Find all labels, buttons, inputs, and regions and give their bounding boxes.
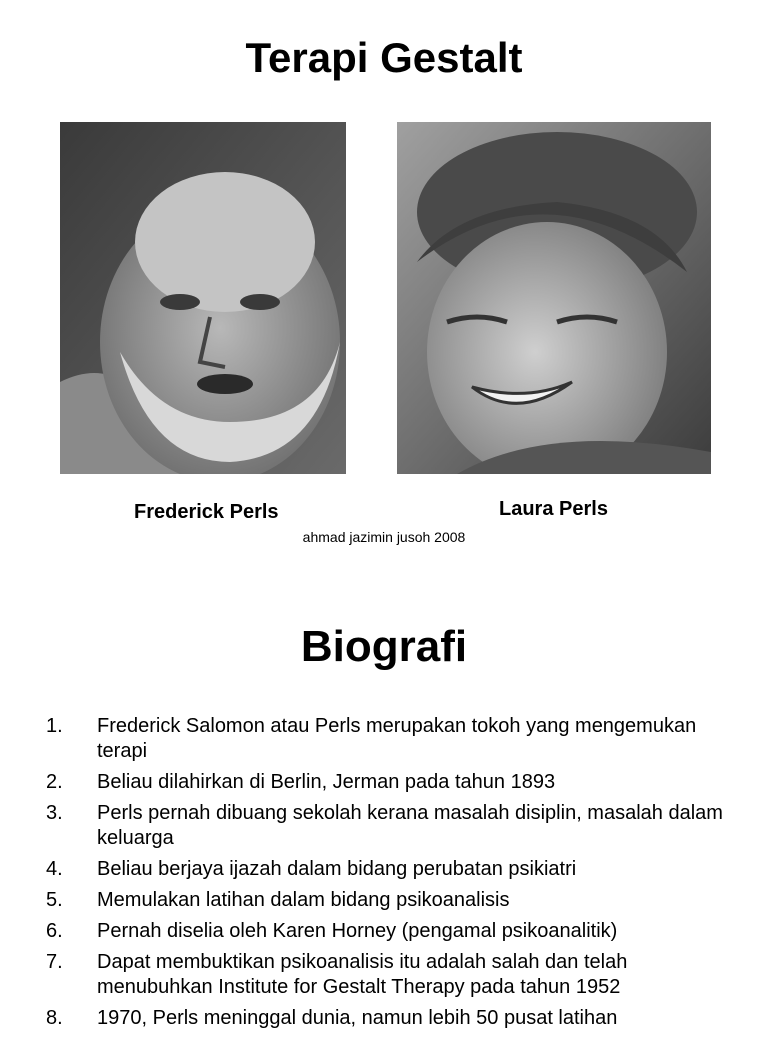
- list-number: 1.: [46, 715, 63, 737]
- list-text: Pernah diselia oleh Karen Horney (pengamal psikoanalitik): [97, 920, 618, 942]
- list-text: 1970, Perls meninggal dunia, namun lebih 50 pusat latihan: [97, 1007, 618, 1029]
- list-number: 4.: [46, 858, 63, 880]
- section-title: Biografi: [300, 622, 468, 671]
- list-item: [0, 714, 768, 764]
- frederick-perls-photo: [60, 122, 346, 474]
- list-number: 6.: [46, 920, 63, 942]
- list-number: 7.: [46, 951, 63, 973]
- list-item: [0, 1006, 768, 1031]
- list-number: 3.: [46, 802, 63, 824]
- page-title: Terapi Gestalt: [245, 34, 523, 81]
- list-text: Dapat membuktikan psikoanalisis itu adalah salah dan telah menubuhkan Institute for Gestalt Therapy pada tahun 1952: [97, 951, 628, 998]
- list-text: Frederick Salomon atau Perls merupakan tokoh yang mengemukan terapi: [97, 715, 697, 762]
- list-text: Beliau berjaya ijazah dalam bidang perubatan psikiatri: [97, 858, 577, 880]
- list-item: [0, 770, 768, 795]
- list-text: Memulakan latihan dalam bidang psikoanalisis: [97, 889, 510, 911]
- list-item: [0, 857, 768, 882]
- laura-perls-caption: Laura Perls: [499, 498, 608, 520]
- list-number: 2.: [46, 771, 63, 793]
- list-item: [0, 888, 768, 913]
- list-number: 5.: [46, 889, 63, 911]
- laura-perls-photo: [397, 122, 711, 474]
- list-text: Perls pernah dibuang sekolah kerana masalah disiplin, masalah dalam keluarga: [97, 802, 723, 849]
- frederick-perls-caption: Frederick Perls: [134, 501, 279, 523]
- list-text: Beliau dilahirkan di Berlin, Jerman pada tahun 1893: [97, 771, 556, 793]
- author-credit: ahmad jazimin jusoh 2008: [302, 529, 466, 545]
- list-item: [0, 919, 768, 944]
- list-item: [0, 950, 768, 1000]
- list-number: 8.: [46, 1007, 63, 1029]
- list-item: [0, 801, 768, 851]
- biography-list: [0, 714, 768, 1037]
